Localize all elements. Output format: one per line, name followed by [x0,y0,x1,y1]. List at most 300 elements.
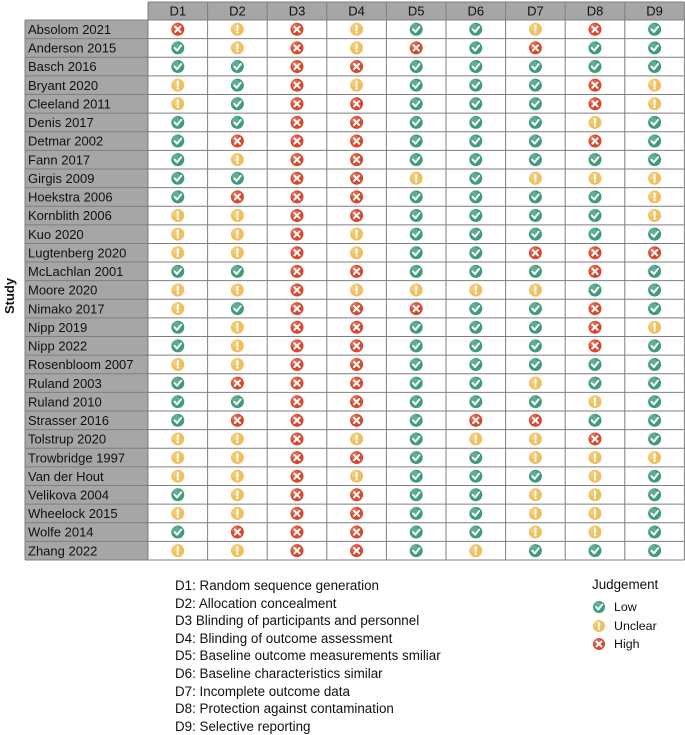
judgement-mark [230,22,244,36]
judgement-mark [409,115,423,129]
judgement-mark [171,190,185,204]
study-label: Rosenbloom 2007 [28,357,134,373]
judgement-mark [230,41,244,55]
judgement-mark [648,41,662,55]
judgement-mark [469,78,483,92]
judgement-mark [171,320,185,334]
judgement-mark [230,469,244,483]
judgement-mark [171,488,185,502]
judgement-mark [409,246,423,260]
judgement-mark [290,78,304,92]
judgement-mark [528,264,542,278]
study-label: Velikova 2004 [28,487,109,503]
judgement-mark [588,357,602,371]
judgement-mark [469,134,483,148]
judgement-mark [409,339,423,353]
exclamation-dot [177,87,179,89]
judgement-mark [230,376,244,390]
judgement-mark [290,525,304,539]
judgement-mark [648,544,662,558]
judgement-mark [588,451,602,465]
judgement-mark [171,153,185,167]
exclamation-dot [177,515,179,517]
exclamation-dot [236,162,238,164]
judgement-mark [648,283,662,297]
domain-description: D3 Blinding of participants and personnel [175,613,420,629]
judgement-mark [171,506,185,520]
judgement-mark [350,264,364,278]
judgement-mark [409,171,423,185]
judgement-mark [230,488,244,502]
study-label: Van der Hout [28,468,104,484]
judgement-mark [588,246,602,260]
legend-title: Judgement [592,577,659,592]
domain-header-d3: D3 [288,3,306,19]
judgement-mark [409,525,423,539]
study-label: Nipp 2022 [28,338,88,354]
judgement-mark [588,283,602,297]
judgement-mark [648,395,662,409]
study-label: Nimako 2017 [28,301,105,317]
judgement-mark [588,153,602,167]
judgement-mark [350,134,364,148]
y-axis-title: Study [2,277,17,315]
judgement-mark [290,60,304,74]
legend-mark [593,601,606,614]
judgement-mark [350,413,364,427]
study-label: Detmar 2002 [28,133,104,149]
judgement-mark [409,320,423,334]
judgement-mark [350,153,364,167]
domain-header-d4: D4 [348,3,365,19]
domain-header-d5: D5 [407,3,425,19]
judgement-mark [230,320,244,334]
domain-description: D4: Blinding of outcome assessment [175,630,393,646]
judgement-mark [290,227,304,241]
study-label: Denis 2017 [28,115,94,131]
judgement-mark [409,78,423,92]
judgement-mark [648,376,662,390]
study-label: Lugtenberg 2020 [28,245,127,261]
legend-label: High [614,637,640,651]
judgement-mark [350,41,364,55]
judgement-mark [648,97,662,111]
judgement-mark [648,469,662,483]
judgement-mark [648,209,662,223]
legend-symbol [592,600,606,614]
judgement-mark [350,469,364,483]
judgement-mark [588,115,602,129]
judgement-mark [290,171,304,185]
judgement-mark [409,376,423,390]
judgement-mark [290,115,304,129]
judgement-mark [230,283,244,297]
exclamation-dot [177,478,179,480]
judgement-mark [350,302,364,316]
judgement-mark [409,41,423,55]
exclamation-dot [534,31,536,33]
judgement-mark [409,488,423,502]
legend-mark [593,619,606,632]
judgement-mark [230,115,244,129]
judgement-mark [171,413,185,427]
judgement-mark [528,320,542,334]
exclamation-dot [534,515,536,517]
exclamation-dot [236,348,238,350]
judgement-mark [409,432,423,446]
judgement-mark [588,60,602,74]
judgement-mark [290,357,304,371]
judgement-mark [409,469,423,483]
exclamation-dot [534,385,536,387]
judgement-mark [230,78,244,92]
judgement-mark [469,246,483,260]
judgement-mark [350,395,364,409]
judgement-mark [528,115,542,129]
judgement-mark [350,171,364,185]
judgement-mark [171,469,185,483]
judgement-mark [230,544,244,558]
judgement-mark [350,115,364,129]
judgement-mark [528,395,542,409]
judgement-mark [409,190,423,204]
judgement-mark [409,209,423,223]
exclamation-dot [475,441,477,443]
domain-description: D8: Protection against contamination [175,701,394,717]
judgement-mark [528,506,542,520]
judgement-mark [290,153,304,167]
exclamation-dot [177,255,179,257]
study-label: Kuo 2020 [28,226,84,242]
judgement-mark [469,22,483,36]
study-label: Absolom 2021 [28,22,112,37]
study-label: Basch 2016 [28,59,97,75]
judgement-mark [350,320,364,334]
judgement-mark [648,264,662,278]
judgement-mark [350,432,364,446]
exclamation-dot [415,180,417,182]
judgement-mark [350,488,364,502]
exclamation-dot [236,50,238,52]
judgement-mark [171,78,185,92]
judgement-mark [648,246,662,260]
judgement-mark [528,376,542,390]
judgement-mark [350,22,364,36]
judgement-mark [290,339,304,353]
judgement-mark [171,227,185,241]
judgement-mark [171,432,185,446]
judgement-mark [171,60,185,74]
judgement-mark [230,302,244,316]
judgement-mark [588,190,602,204]
exclamation-dot [653,460,655,462]
judgement-mark [230,97,244,111]
study-label: Bryant 2020 [28,77,99,93]
judgement-mark [230,432,244,446]
exclamation-dot [653,87,655,89]
exclamation-dot [534,180,536,182]
judgement-mark [409,264,423,278]
judgement-mark [469,320,483,334]
judgement-mark [171,246,185,260]
study-label: Ruland 2010 [28,394,102,410]
judgement-mark [528,97,542,111]
study-label: Trowbridge 1997 [28,450,126,466]
exclamation-dot [355,292,357,294]
judgement-mark [230,171,244,185]
judgement-mark [350,506,364,520]
judgement-mark [588,544,602,558]
exclamation-dot [177,106,179,108]
exclamation-dot [594,534,596,536]
judgement-mark [171,376,185,390]
judgement-mark [588,97,602,111]
judgement-mark [230,227,244,241]
study-label: Nipp 2019 [28,319,88,335]
judgement-mark [469,41,483,55]
judgement-mark [469,339,483,353]
exclamation-dot [594,404,596,406]
judgement-mark [648,171,662,185]
judgement-mark [290,432,304,446]
judgement-mark [171,22,185,36]
judgement-mark [528,339,542,353]
exclamation-dot [534,497,536,499]
legend-item-low [592,600,637,614]
judgement-mark [290,413,304,427]
judgement-mark [588,302,602,316]
judgement-mark [290,190,304,204]
judgement-mark [171,525,185,539]
judgement-mark [171,115,185,129]
exclamation-dot [236,478,238,480]
judgement-mark [409,357,423,371]
judgement-mark [230,339,244,353]
judgement-mark [230,134,244,148]
judgement-mark [469,264,483,278]
judgement-mark [528,488,542,502]
domain-header-d7: D7 [527,3,544,19]
judgement-mark [350,190,364,204]
exclamation-dot [177,366,179,368]
exclamation-dot [177,217,179,219]
judgement-mark [409,413,423,427]
exclamation-dot [236,292,238,294]
exclamation-dot [236,255,238,257]
judgement-mark [648,60,662,74]
judgement-mark [528,451,542,465]
exclamation-dot [177,460,179,462]
judgement-mark [528,134,542,148]
exclamation-dot [534,460,536,462]
exclamation-dot [653,217,655,219]
judgement-mark [171,264,185,278]
judgement-mark [409,544,423,558]
judgement-mark [171,97,185,111]
judgement-mark [171,134,185,148]
judgement-mark [528,209,542,223]
exclamation-dot [653,329,655,331]
judgement-mark [469,190,483,204]
judgement-mark [230,60,244,74]
exclamation-dot [236,497,238,499]
judgement-mark [171,209,185,223]
judgement-mark [469,544,483,558]
judgement-mark [290,469,304,483]
judgement-mark [171,544,185,558]
exclamation-dot [355,441,357,443]
exclamation-dot [534,292,536,294]
judgement-mark [469,432,483,446]
judgement-mark [648,413,662,427]
exclamation-dot [236,460,238,462]
judgement-mark [588,78,602,92]
judgement-mark [290,302,304,316]
judgement-mark [409,153,423,167]
judgement-mark [648,78,662,92]
domain-descriptions [175,577,441,735]
judgement-mark [409,97,423,111]
legend-item-high [592,637,639,651]
judgement-mark [648,22,662,36]
judgement-mark [528,283,542,297]
exclamation-dot [594,124,596,126]
judgement-mark [469,488,483,502]
judgement-mark [290,22,304,36]
exclamation-dot [653,180,655,182]
study-label: Ruland 2003 [28,375,102,391]
exclamation-dot [236,366,238,368]
judgement-mark [469,283,483,297]
judgement-mark [588,320,602,334]
domain-header-d1: D1 [169,3,187,19]
judgement-mark [469,506,483,520]
judgement-mark [469,469,483,483]
judgement-mark [171,302,185,316]
judgement-mark [350,376,364,390]
study-label: Tolstrup 2020 [28,431,107,447]
judgement-mark [528,22,542,36]
study-label: Zhang 2022 [28,543,98,559]
judgement-mark [469,376,483,390]
judgement-mark [290,97,304,111]
judgement-mark [350,525,364,539]
judgement-mark [528,544,542,558]
judgement-mark [350,283,364,297]
exclamation-dot [594,515,596,517]
judgement-mark [588,134,602,148]
study-label: McLachlan 2001 [28,264,124,280]
judgement-mark [648,153,662,167]
judgement-mark [588,395,602,409]
exclamation-dot [355,255,357,257]
judgement-mark [528,432,542,446]
judgement-mark [350,97,364,111]
judgement-mark [648,134,662,148]
judgement-mark [290,283,304,297]
judgement-mark [350,209,364,223]
judgement-mark [528,41,542,55]
study-label: Fann 2017 [28,152,91,168]
study-label: Cleeland 2011 [28,96,111,112]
judgement-mark [290,134,304,148]
judgement-mark [230,357,244,371]
judgement-mark [648,339,662,353]
judgement-mark [528,357,542,371]
exclamation-dot [355,50,357,52]
judgement-mark [409,451,423,465]
judgement-mark [350,60,364,74]
judgement-mark [350,451,364,465]
study-label: Moore 2020 [28,282,98,298]
domain-description: D7: Incomplete outcome data [175,683,350,699]
exclamation-dot [415,292,417,294]
judgement-mark [588,432,602,446]
judgement-mark [469,395,483,409]
judgement-mark [350,227,364,241]
judgement-mark [290,209,304,223]
judgement-mark [469,525,483,539]
judgement-mark [588,22,602,36]
judgement-mark [409,134,423,148]
judgement-mark [469,115,483,129]
study-label: Wolfe 2014 [28,524,94,540]
judgement-mark [469,227,483,241]
judgement-mark [171,41,185,55]
exclamation-dot [355,478,357,480]
domain-header-d6: D6 [467,3,485,19]
domain-description: D2: Allocation concealment [175,595,337,611]
domain-header-d2: D2 [229,3,246,19]
exclamation-dot [653,199,655,201]
judgement-mark [469,357,483,371]
study-label: Kornblith 2006 [28,208,112,224]
judgement-mark [171,283,185,297]
judgement-mark [409,395,423,409]
judgement-mark [290,41,304,55]
judgement-mark [290,264,304,278]
judgement-mark [409,227,423,241]
exclamation-dot [236,515,238,517]
judgement-mark [409,302,423,316]
legend-label: Unclear [614,618,657,633]
judgement-mark [409,60,423,74]
judgement-mark [648,190,662,204]
domain-description: D5: Baseline outcome measurements smiliar [175,648,441,664]
exclamation-dot [594,460,596,462]
judgement-mark [588,339,602,353]
judgement-mark [648,227,662,241]
judgement-mark [588,264,602,278]
judgement-mark [528,246,542,260]
judgement-mark [230,413,244,427]
domain-header-d9: D9 [646,3,663,19]
judgement-mark [588,469,602,483]
judgement-mark [171,395,185,409]
judgement-mark [528,302,542,316]
judgement-mark [290,320,304,334]
judgement-mark [230,525,244,539]
judgement-mark [528,171,542,185]
judgement-mark [230,209,244,223]
domain-description: D9: Selective reporting [175,718,311,734]
judgement-mark [528,525,542,539]
judgement-mark [230,190,244,204]
exclamation-dot [475,553,477,555]
study-label: Girgis 2009 [28,170,95,186]
exclamation-dot [534,534,536,536]
judgement-mark [588,376,602,390]
